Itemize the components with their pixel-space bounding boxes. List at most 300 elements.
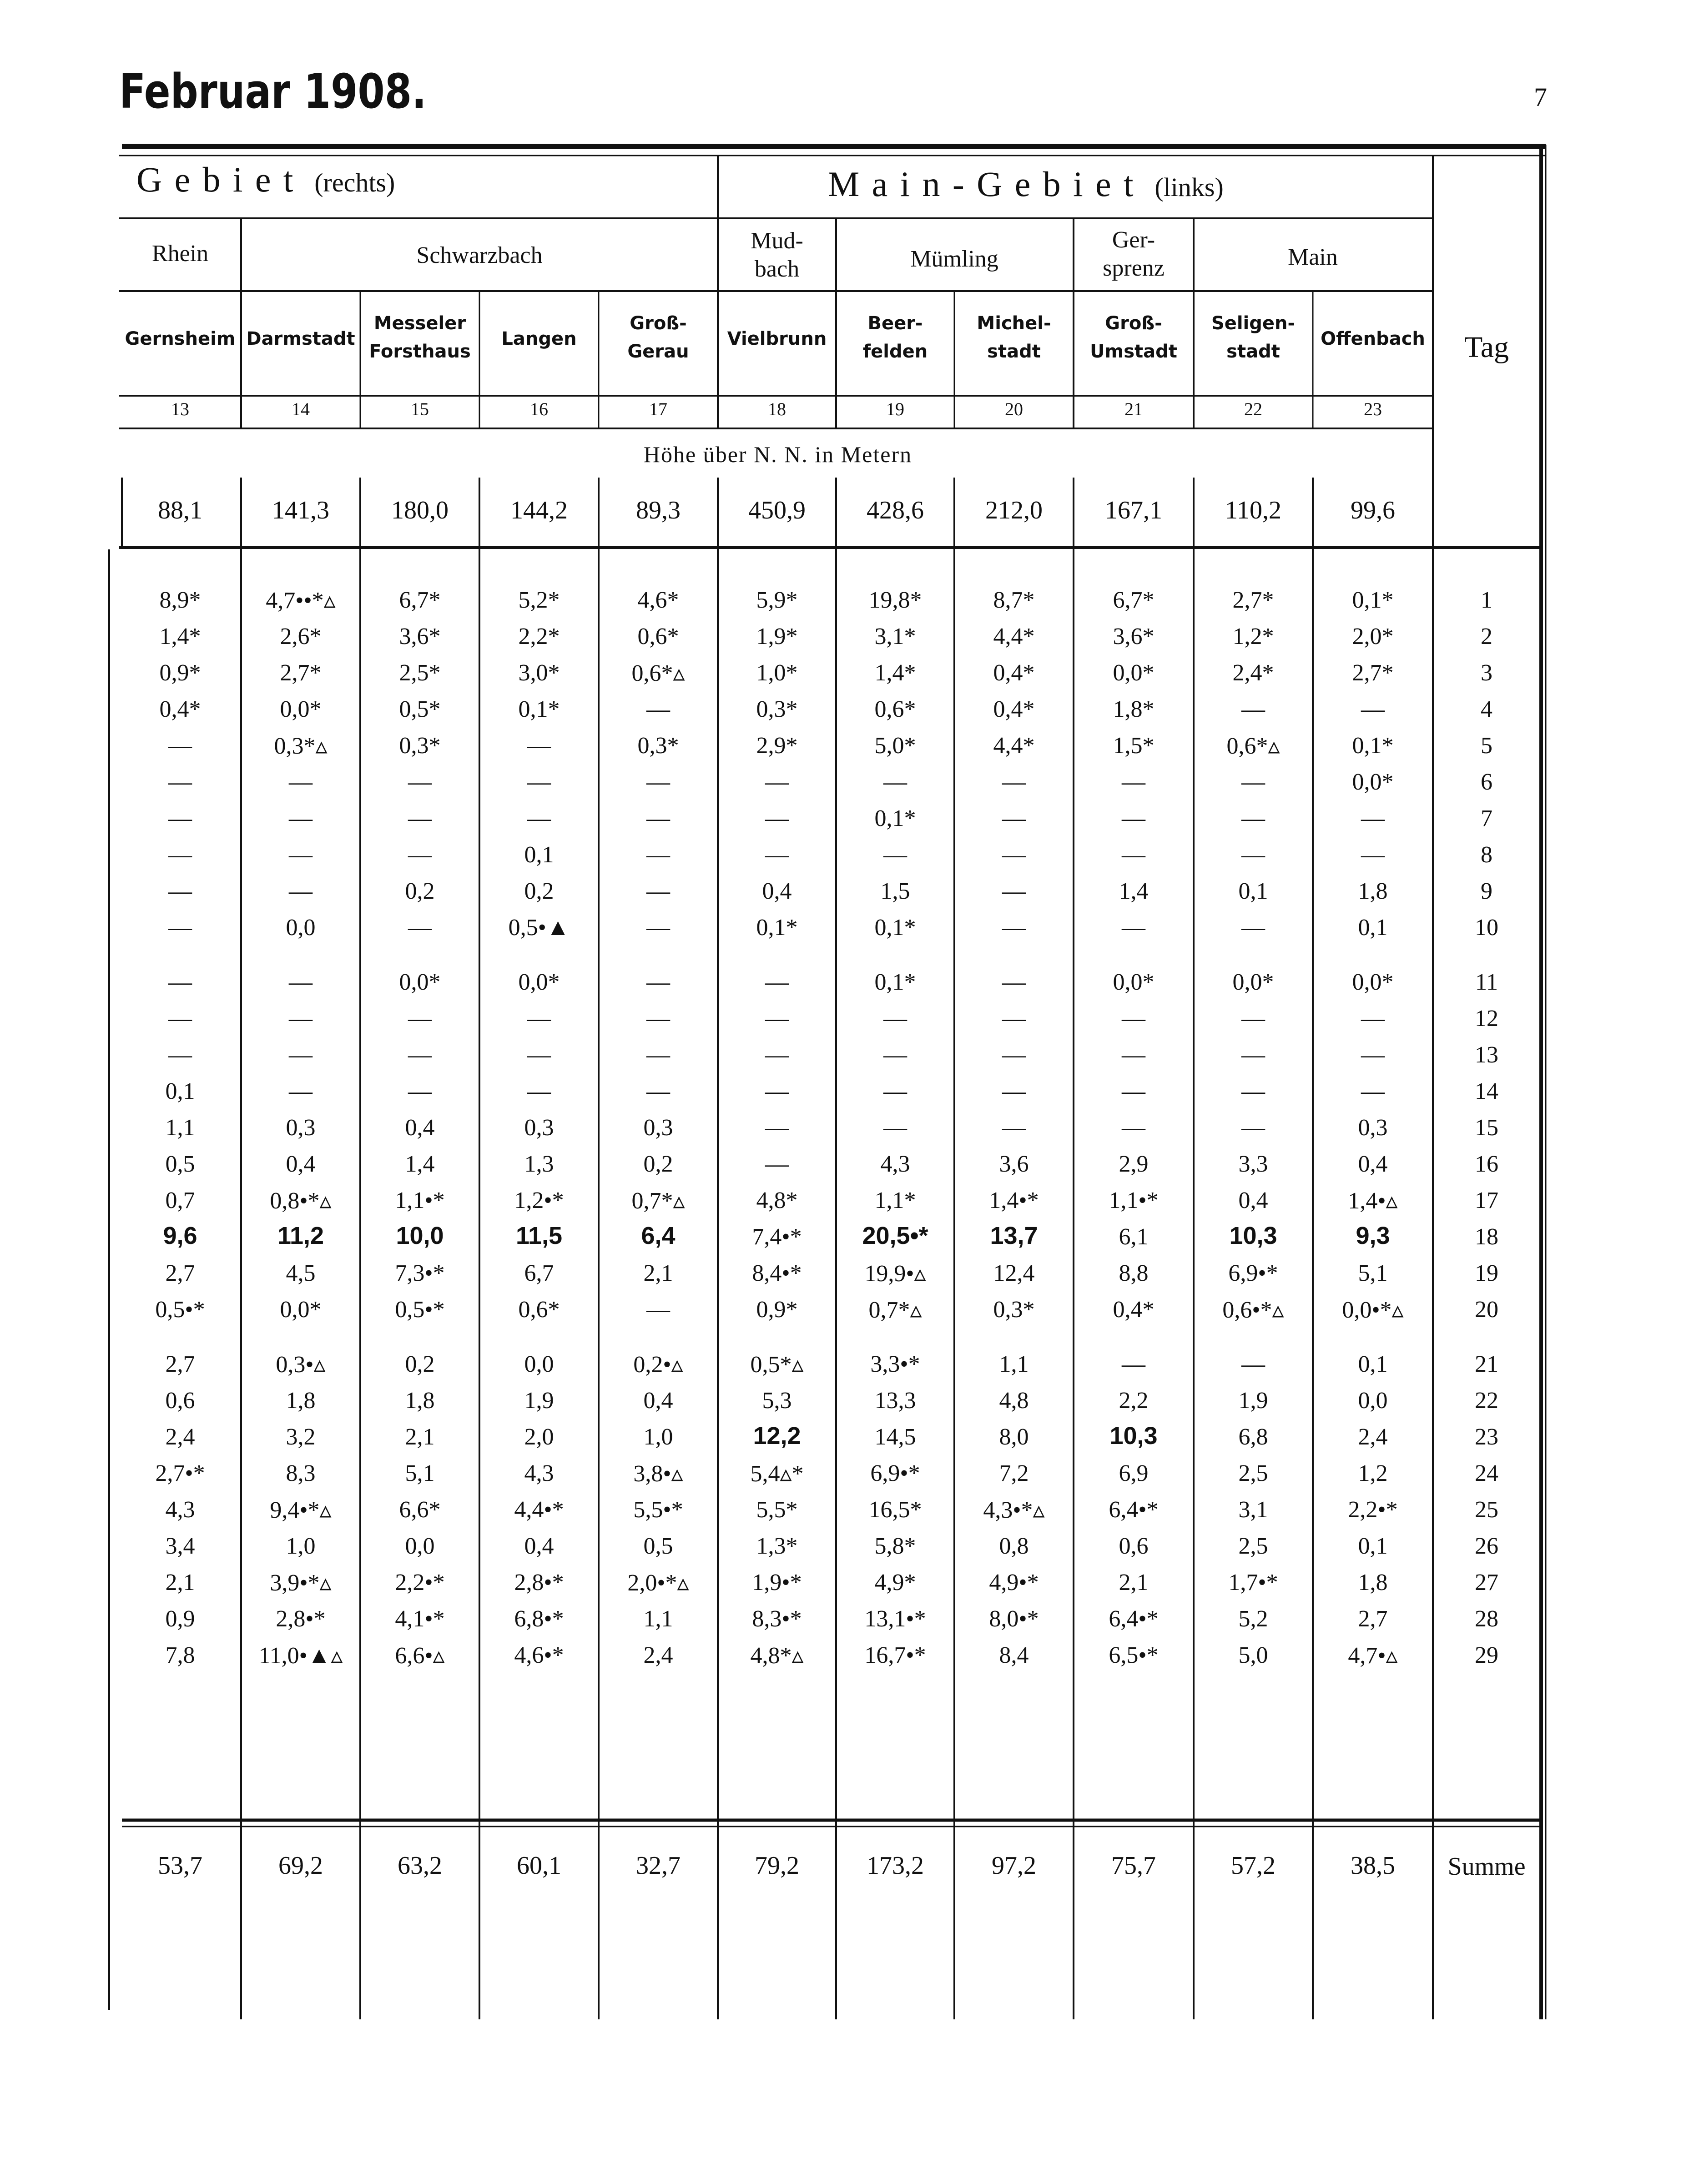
tag-cell: 25	[1475, 1497, 1498, 1523]
table-cell: 0,6	[165, 1388, 195, 1414]
table-cell: 0,2	[524, 878, 554, 904]
table-cell: 8,9*	[159, 587, 201, 613]
table-cell: 5,2*	[518, 587, 560, 613]
table-cell: 4,4•*	[514, 1497, 564, 1523]
table-cell: 0,0*	[280, 1297, 322, 1323]
table-cell: —	[527, 733, 551, 759]
table-cell: 2,5*	[399, 660, 441, 686]
table-cell: 2,7	[1358, 1606, 1388, 1632]
table-cell: 2,7*	[1352, 660, 1394, 686]
table-cell: —	[289, 842, 313, 868]
station-number: 13	[171, 399, 189, 419]
table-cell: —	[408, 805, 432, 831]
table-cell: 9,4•*▵	[270, 1497, 332, 1523]
table-cell: 0,5*	[399, 696, 441, 722]
table-cell: 0,1	[1358, 1533, 1388, 1559]
table-cell: 19,8*	[868, 587, 922, 613]
table-cell: 4,9•*	[989, 1570, 1039, 1595]
table-cell: 1,4•*	[989, 1188, 1039, 1213]
table-cell: 6,9•*	[870, 1460, 920, 1486]
table-cell: —	[883, 1042, 907, 1068]
table-cell: 1,8*	[1113, 696, 1155, 722]
table-cell: 9,3	[1356, 1222, 1390, 1249]
table-cell: 0,2•▵	[633, 1352, 683, 1378]
table-cell: 6,7*	[399, 587, 441, 613]
station-number: 16	[530, 399, 548, 419]
table-cell: 1,8	[286, 1388, 316, 1414]
table-cell: 5,5*	[756, 1497, 798, 1523]
table-cell: 5,5•*	[633, 1497, 683, 1523]
table-cell: —	[168, 878, 192, 904]
table-cell: —	[646, 696, 670, 722]
table-cell: 8,3•*	[752, 1606, 802, 1632]
table-cell: 3,2	[286, 1424, 316, 1450]
table-cell: 5,3	[762, 1388, 792, 1414]
tag-cell: 5	[1481, 733, 1492, 759]
table-cell: 16,7•*	[864, 1642, 926, 1668]
page-number: 7	[1534, 82, 1547, 112]
table-cell: —	[1241, 842, 1265, 868]
table-cell: 1,9	[524, 1388, 554, 1414]
table-cell: 0,1	[1358, 1351, 1388, 1377]
station-name-line2: Forsthaus	[369, 341, 471, 362]
table-cell: 4,4*	[993, 624, 1035, 649]
table-cell: —	[883, 769, 907, 795]
table-cell: —	[883, 1115, 907, 1141]
table-cell: 6,8•*	[514, 1606, 564, 1632]
table-cell: 10,3	[1109, 1422, 1158, 1449]
table-cell: 0,1	[1358, 915, 1388, 941]
table-cell: 0,3	[524, 1115, 554, 1141]
station-number: 17	[649, 399, 667, 419]
table-cell: 4,3	[524, 1460, 554, 1486]
table-cell: 0,6	[1119, 1533, 1149, 1559]
table-cell: 0,0*	[280, 696, 322, 722]
table-cell: —	[289, 805, 313, 831]
table-cell: 3,8•▵	[633, 1461, 683, 1487]
table-cell: 2,7	[165, 1351, 195, 1377]
table-cell: 8,0	[999, 1424, 1029, 1450]
table-cell: 2,2*	[518, 624, 560, 649]
table-cell: 1,5*	[1113, 733, 1155, 759]
rhein-region-side: (rechts)	[314, 168, 395, 197]
station-name-line1: Michel-	[977, 313, 1051, 334]
table-cell: 3,1	[1238, 1497, 1268, 1523]
table-cell: —	[646, 769, 670, 795]
river-mudbach-line1: Mud-	[751, 228, 803, 254]
tag-cell: 27	[1475, 1570, 1498, 1595]
table-cell: 10,0	[396, 1222, 444, 1249]
table-cell: —	[1002, 878, 1026, 904]
table-cell: —	[1241, 769, 1265, 795]
table-cell: —	[289, 1006, 313, 1032]
table-cell: 0,0*	[518, 969, 560, 995]
table-cell: —	[408, 1042, 432, 1068]
table-cell: 0,1*	[874, 915, 916, 941]
tag-cell: 13	[1475, 1042, 1498, 1068]
table-cell: 4,9*	[874, 1570, 916, 1595]
table-cell: 13,7	[990, 1222, 1038, 1249]
table-cell: 0,4*	[993, 696, 1035, 722]
table-cell: 0,2	[405, 1351, 435, 1377]
table-cell: —	[1002, 915, 1026, 941]
table-cell: 0,4	[762, 878, 792, 904]
table-cell: 7,2	[999, 1460, 1029, 1486]
station-altitude: 167,1	[1105, 496, 1162, 524]
table-cell: 6,4	[641, 1222, 676, 1249]
table-cell: —	[527, 1042, 551, 1068]
tag-cell: 16	[1475, 1151, 1498, 1177]
table-cell: 2,5	[1238, 1533, 1268, 1559]
table-cell: 6,8	[1238, 1424, 1268, 1450]
main-region-side: (links)	[1155, 172, 1224, 202]
tag-cell: 3	[1481, 660, 1492, 686]
table-cell: 0,7*▵	[631, 1188, 685, 1214]
table-cell: 0,0•*▵	[1342, 1297, 1404, 1323]
table-cell: 0,8	[999, 1533, 1029, 1559]
table-cell: —	[408, 769, 432, 795]
table-cell: 3,4	[165, 1533, 195, 1559]
station-number: 23	[1364, 399, 1382, 419]
table-cell: 3,3•*	[870, 1351, 920, 1377]
table-cell: 0,4*	[159, 696, 201, 722]
table-cell: 8,8	[1119, 1260, 1149, 1286]
rhein-region-heading	[136, 159, 395, 200]
table-cell: —	[289, 969, 313, 995]
table-cell: 0,4	[286, 1151, 316, 1177]
table-cell: 0,5•*	[155, 1297, 205, 1323]
table-cell: 0,4	[405, 1115, 435, 1141]
station-altitude: 144,2	[510, 496, 568, 524]
table-cell: —	[168, 1042, 192, 1068]
tag-cell: 29	[1475, 1642, 1498, 1668]
table-cell: 1,1*	[874, 1188, 916, 1213]
river-rhein: Rhein	[151, 241, 209, 267]
table-cell: —	[883, 1006, 907, 1032]
table-cell: 5,0	[1238, 1642, 1268, 1668]
table-cell: 1,0	[643, 1424, 673, 1450]
table-cell: 4,8*▵	[750, 1643, 804, 1669]
table-cell: 4,3	[880, 1151, 910, 1177]
table-cell: —	[168, 805, 192, 831]
table-cell: 0,1*	[874, 805, 916, 831]
rhein-region-label: Gebiet	[136, 160, 306, 199]
table-cell: —	[527, 805, 551, 831]
table-cell: 2,6*	[280, 624, 322, 649]
table-cell: 1,4•▵	[1348, 1188, 1398, 1214]
table-cell: 6,6•▵	[395, 1643, 445, 1669]
table-cell: —	[1122, 805, 1145, 831]
table-cell: 1,2•*	[514, 1188, 564, 1213]
table-cell: 4,6*	[637, 587, 679, 613]
table-cell: —	[289, 769, 313, 795]
table-cell: 4,8*	[756, 1188, 798, 1213]
tag-cell: 7	[1481, 805, 1492, 831]
tag-cell: 26	[1475, 1533, 1498, 1559]
station-number: 15	[411, 399, 429, 419]
table-cell: 6,5•*	[1109, 1642, 1159, 1668]
station-name-line1: Messeler	[373, 313, 466, 334]
table-cell: 1,9•*	[752, 1570, 802, 1595]
table-cell: —	[646, 842, 670, 868]
table-cell: —	[289, 1078, 313, 1104]
station-number: 20	[1005, 399, 1023, 419]
table-cell: —	[765, 1042, 789, 1068]
station-name: Darmstadt	[246, 328, 355, 349]
sum-cell: 75,7	[1111, 1852, 1156, 1880]
table-cell: 8,3	[286, 1460, 316, 1486]
table-cell: —	[1002, 1115, 1026, 1141]
tag-header: Tag	[1464, 331, 1509, 364]
station-name-line1: Groß-	[630, 313, 687, 334]
table-cell: 0,2	[405, 878, 435, 904]
table-cell: 5,4▵*	[750, 1461, 804, 1487]
table-cell: 1,9	[1238, 1388, 1268, 1414]
table-cell: 0,1*	[874, 969, 916, 995]
table-cell: —	[1361, 1078, 1385, 1104]
table-cell: 0,6•*▵	[1222, 1297, 1284, 1323]
table-cell: 2,1	[165, 1570, 195, 1595]
table-cell: 0,1	[1238, 878, 1268, 904]
table-cell: —	[1122, 1115, 1145, 1141]
table-cell: 0,1	[165, 1078, 195, 1104]
station-altitude: 428,6	[867, 496, 924, 524]
table-cell: 2,1	[405, 1424, 435, 1450]
main-region-heading	[828, 164, 1224, 205]
table-cell: —	[1241, 1006, 1265, 1032]
table-cell: —	[1361, 696, 1385, 722]
station-name-line2: Umstadt	[1090, 341, 1177, 362]
table-cell: 1,8	[1358, 1570, 1388, 1595]
table-cell: —	[646, 1042, 670, 1068]
table-cell: 4,7••*▵	[266, 588, 336, 614]
table-cell: 6,6*	[399, 1497, 441, 1523]
table-cell: 2,7	[165, 1260, 195, 1286]
table-cell: 0,1*	[518, 696, 560, 722]
table-cell: 0,3*	[399, 733, 441, 759]
table-cell: —	[646, 878, 670, 904]
table-cell: 12,4	[993, 1260, 1035, 1286]
table-cell: 2,4	[165, 1424, 195, 1450]
table-cell: 8,7*	[993, 587, 1035, 613]
table-cell: 4,1•*	[395, 1606, 445, 1632]
table-cell: 11,0•▲▵	[258, 1643, 343, 1669]
station-altitude: 110,2	[1225, 496, 1281, 524]
table-cell: 1,3	[524, 1151, 554, 1177]
table-cell: 8,0•*	[989, 1606, 1039, 1632]
table-cell: —	[1002, 969, 1026, 995]
table-cell: 2,0	[524, 1424, 554, 1450]
table-cell: 0,0*	[1352, 969, 1394, 995]
table-cell: 4,5	[286, 1260, 316, 1286]
tag-cell: 6	[1481, 769, 1492, 795]
sum-cell: 60,1	[517, 1852, 561, 1880]
table-cell: 2,4	[1358, 1424, 1388, 1450]
tag-cell: 18	[1475, 1224, 1498, 1250]
tag-cell: 22	[1475, 1388, 1498, 1414]
table-cell: 3,6*	[1113, 624, 1155, 649]
river-muemling: Mümling	[910, 246, 998, 272]
table-cell: 1,4*	[874, 660, 916, 686]
table-cell: 1,1	[165, 1115, 195, 1141]
table-cell: —	[646, 969, 670, 995]
table-cell: 0,0*	[1352, 769, 1394, 795]
table-cell: —	[1361, 805, 1385, 831]
table-cell: —	[289, 878, 313, 904]
table-cell: 1,5	[880, 878, 910, 904]
table-cell: —	[765, 1006, 789, 1032]
table-cell: —	[1361, 842, 1385, 868]
table-cell: 2,7*	[280, 660, 322, 686]
table-cell: —	[168, 969, 192, 995]
table-cell: 4,7•▵	[1348, 1643, 1398, 1669]
table-cell: —	[408, 842, 432, 868]
table-cell: —	[765, 1078, 789, 1104]
tag-cell: 17	[1475, 1188, 1498, 1213]
sum-cell: 69,2	[278, 1852, 323, 1880]
tag-cell: 21	[1475, 1351, 1498, 1377]
tag-cell: 15	[1475, 1115, 1498, 1141]
table-cell: —	[408, 1006, 432, 1032]
table-cell: 5,0*	[874, 733, 916, 759]
table-cell: —	[168, 733, 192, 759]
table-cell: 16,5*	[868, 1497, 922, 1523]
sum-cell: 53,7	[158, 1852, 202, 1880]
station-altitude: 212,0	[985, 496, 1043, 524]
table-cell: —	[1361, 1042, 1385, 1068]
table-cell: 1,9*	[756, 624, 798, 649]
table-cell: 7,3•*	[395, 1260, 445, 1286]
table-cell: 3,3	[1238, 1151, 1268, 1177]
tag-cell: 20	[1475, 1297, 1498, 1323]
table-cell: 0,5*▵	[750, 1352, 804, 1378]
table-cell: 6,7*	[1113, 587, 1155, 613]
table-cell: —	[1241, 1078, 1265, 1104]
table-cell: 1,2*	[1232, 624, 1274, 649]
table-cell: 2,4*	[1232, 660, 1274, 686]
tag-cell: 12	[1475, 1006, 1498, 1032]
river-gersprenz-line1: Ger-	[1112, 227, 1155, 253]
table-cell: 1,7•*	[1228, 1570, 1278, 1595]
table-cell: 6,4•*	[1109, 1606, 1159, 1632]
table-cell: 0,3	[286, 1115, 316, 1141]
table-cell: 0,8•*▵	[270, 1188, 332, 1214]
table-cell: 7,8	[165, 1642, 195, 1668]
table-cell: 0,5•▲	[508, 915, 570, 941]
table-cell: —	[1002, 769, 1026, 795]
table-cell: 2,7•*	[155, 1460, 205, 1486]
table-cell: —	[168, 1006, 192, 1032]
table-cell: —	[883, 1078, 907, 1104]
table-cell: 20,5•*	[862, 1222, 928, 1249]
table-cell: —	[289, 1042, 313, 1068]
table-cell: 9,6	[163, 1222, 197, 1249]
table-cell: —	[1002, 1042, 1026, 1068]
table-cell: 2,1	[1119, 1570, 1149, 1595]
table-cell: —	[646, 1078, 670, 1104]
table-cell: 0,0*	[1113, 660, 1155, 686]
table-cell: 1,0*	[756, 660, 798, 686]
table-cell: 0,5	[165, 1151, 195, 1177]
table-cell: 1,2	[1358, 1460, 1388, 1486]
table-cell: —	[1122, 1042, 1145, 1068]
station-name-line2: felden	[862, 341, 928, 362]
table-cell: 2,8•*	[276, 1606, 326, 1632]
table-cell: —	[408, 915, 432, 941]
table-cell: 0,0	[524, 1351, 554, 1377]
tag-cell: 1	[1481, 587, 1492, 613]
table-cell: —	[1241, 1351, 1265, 1377]
station-name: Gernsheim	[125, 328, 236, 349]
table-cell: —	[646, 1297, 670, 1323]
table-cell: 0,6*	[637, 624, 679, 649]
page-title: Februar 1908.	[119, 64, 427, 119]
sum-cell: 63,2	[398, 1852, 442, 1880]
table-cell: —	[168, 769, 192, 795]
river-gersprenz-line2: sprenz	[1103, 255, 1165, 281]
table-cell: 4,3•*▵	[983, 1497, 1045, 1523]
tag-cell: 24	[1475, 1460, 1498, 1486]
table-cell: 0,3*	[637, 733, 679, 759]
station-number: 18	[768, 399, 786, 419]
table-cell: 2,2•*	[1348, 1497, 1398, 1523]
summe-label: Summe	[1447, 1852, 1526, 1881]
table-cell: —	[1241, 1042, 1265, 1068]
table-cell: 4,8	[999, 1388, 1029, 1414]
table-cell: 2,9*	[756, 733, 798, 759]
table-cell: 4,6•*	[514, 1642, 564, 1668]
table-cell: 0,3	[1358, 1115, 1388, 1141]
table-cell: 0,6*▵	[1226, 733, 1280, 759]
table-cell: 1,0	[286, 1533, 316, 1559]
table-cell: —	[1361, 1006, 1385, 1032]
table-cell: 2,2•*	[395, 1570, 445, 1595]
table-cell: 0,4	[1358, 1151, 1388, 1177]
station-name: Offenbach	[1321, 328, 1425, 349]
table-cell: —	[646, 915, 670, 941]
tag-cell: 23	[1475, 1424, 1498, 1450]
table-cell: 0,4	[524, 1533, 554, 1559]
table-cell: 3,9•*▵	[270, 1570, 332, 1596]
tag-cell: 11	[1475, 969, 1498, 995]
table-cell: —	[646, 805, 670, 831]
table-cell: 2,0•*▵	[627, 1570, 689, 1596]
table-cell: 1,8	[405, 1388, 435, 1414]
table-cell: —	[1122, 842, 1145, 868]
tag-cell: 4	[1481, 696, 1492, 722]
table-cell: 0,9	[165, 1606, 195, 1632]
table-cell: 0,1*	[1352, 587, 1394, 613]
table-cell: —	[1241, 915, 1265, 941]
table-cell: 0,0	[1358, 1388, 1388, 1414]
station-name-line2: stadt	[987, 341, 1041, 362]
station-name-line2: Gerau	[627, 341, 689, 362]
station-name-line2: stadt	[1226, 341, 1280, 362]
tag-cell: 19	[1475, 1260, 1498, 1286]
table-cell: 5,2	[1238, 1606, 1268, 1632]
table-cell: 3,1*	[874, 624, 916, 649]
table-cell: 2,9	[1119, 1151, 1149, 1177]
table-cell: 0,3•▵	[276, 1352, 326, 1378]
table-cell: —	[765, 842, 789, 868]
table-cell: 2,0*	[1352, 624, 1394, 649]
tag-cell: 28	[1475, 1606, 1498, 1632]
station-altitude: 141,3	[272, 496, 329, 524]
table-cell: 1,4	[1119, 878, 1149, 904]
table-cell: 19,9•▵	[864, 1261, 926, 1287]
table-cell: 13,1•*	[864, 1606, 926, 1632]
table-cell: 0,6*	[874, 696, 916, 722]
